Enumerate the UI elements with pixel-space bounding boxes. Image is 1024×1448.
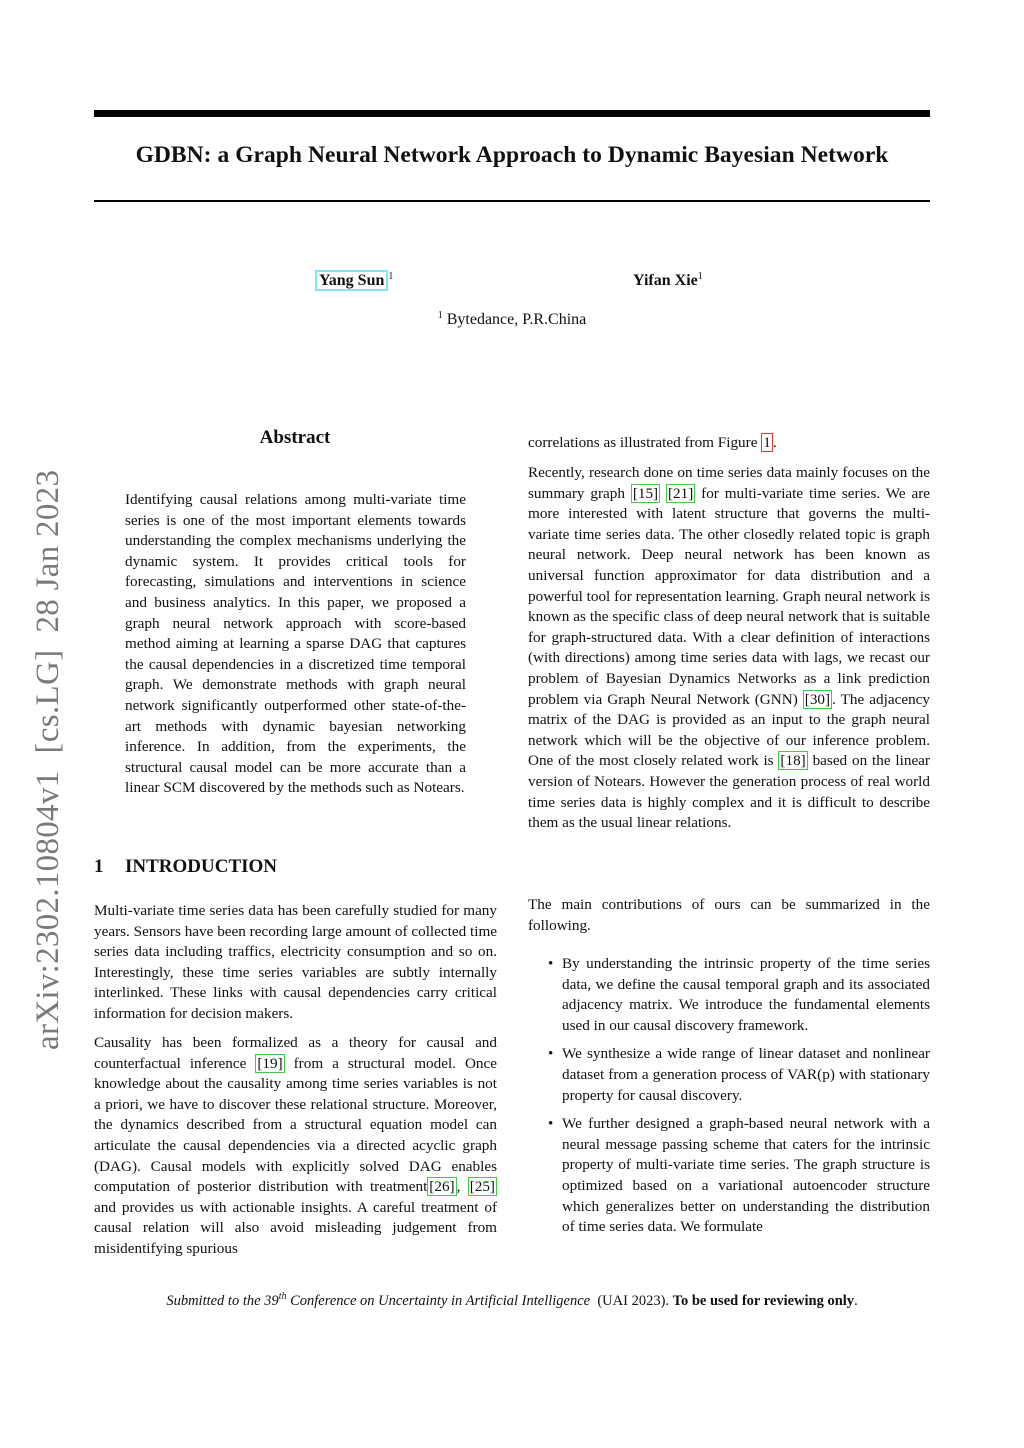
right-paragraph-1: [528, 463, 930, 834]
arxiv-stamp: [30, 470, 67, 1050]
intro-paragraph-1: [94, 901, 497, 1025]
text-run: Causality has been formalized as a theory for causal and counterfactual inference: [94, 1034, 497, 1072]
text-run: . The adjacency matrix of the DAG is provided as an input to the graph neural network which will be the objective of our inference problem. One of the most closely related work is: [528, 690, 930, 770]
bullet-icon: •: [548, 1115, 554, 1133]
bullet-icon: •: [548, 1045, 554, 1063]
footer-submitted: [166, 1293, 590, 1309]
abstract-text: Identifying causal relations among multi-variate time series is one of the most important elements towards understanding the complex mechanisms underlying the dynamic system. It provides critical tools for forecasting, simulations and interventions in science and business analytics. In this paper, we proposed a graph neural network approach with score-based method aiming at learning a sparse DAG that captures the causal dependencies in a discretized time temporal graph. We demonstrate methods with graph neural network significantly outperformed other state-of-the-art methods with dynamic bayesian networking inference. In addition, from the experiments, the structural causal model can be more accurate than a linear SCM discovered by the methods such as Notears.: [125, 491, 466, 797]
top-thick-rule: [94, 110, 930, 117]
text-run: based on the linear version of Notears. However the generation process of real world time series data is highly complex and it is difficult to describe them as the usual linear relations.: [528, 752, 930, 832]
footer-superscript: th: [278, 1291, 287, 1302]
footer-period: .: [854, 1293, 858, 1309]
text-run: and provides us with actionable insights. A careful treatment of causal relation will also avoid misleading judgement from misidentifying spurious: [94, 1198, 497, 1257]
citation-link[interactable]: [21]: [667, 484, 694, 502]
text-run: .: [772, 434, 777, 451]
contributions-list: [548, 954, 930, 1246]
page-footer: [0, 1291, 1024, 1310]
footer-pre-text: Submitted to the 39: [166, 1293, 279, 1309]
footer-conference: Conference on Uncertainty in Artificial Intelligence: [286, 1293, 591, 1309]
intro-paragraph-2: [94, 1033, 497, 1260]
figure-reference-link[interactable]: 1: [763, 434, 771, 451]
text-run: ,: [456, 1178, 468, 1196]
affiliation-mark: 1: [437, 310, 443, 321]
paper-title: GDBN: a Graph Neural Network Approach to Dynamic Bayesian Network: [135, 142, 889, 168]
author-1-name-link[interactable]: Yang Sun: [315, 270, 388, 291]
list-item-text: We further designed a graph-based neural network with a neural message passing scheme that caters for the intrinsic property of multi-variate time series. The graph structure is optimized based on a variational autoencoder structure which generalizes better on understanding the distribution of time series data. We formulate: [562, 1115, 930, 1236]
bullet-icon: •: [548, 955, 554, 972]
author-2-name: Yifan Xie: [633, 272, 698, 289]
right-paragraph-continuation: [528, 433, 930, 454]
citation-link[interactable]: [15]: [632, 484, 659, 502]
author-1-affil-mark: 1: [388, 271, 394, 282]
author-2-affil-mark: 1: [697, 271, 703, 282]
citation-link[interactable]: [25]: [469, 1178, 495, 1196]
list-item-text: By understanding the intrinsic property of the time series data, we define the causal temporal graph and its associated adjacency matrix. We introduce the fundamental elements used in our causal discovery framework.: [562, 955, 930, 1034]
footer-venue: (UAI 2023).: [597, 1293, 670, 1309]
author-2: [633, 267, 703, 291]
footer-review-note: To be used for reviewing only: [672, 1293, 855, 1309]
intro-paragraph-1-text: Multi-variate time series data has been carefully studied for many years. Sensors have been recording large amount of collected time series data including traffics, electricity consumption and so on. Interestingly, these time series variables are subtly internally interlinked. These links with causal dependencies carry critical information for decision makers.: [94, 902, 497, 1022]
affiliation-text: Bytedance, P.R.China: [446, 311, 587, 328]
affiliation: [0, 310, 1024, 329]
citation-link[interactable]: [18]: [780, 752, 806, 770]
title-bottom-rule: [94, 200, 930, 202]
abstract-heading: Abstract: [259, 427, 331, 448]
list-item: [548, 954, 930, 1036]
citation-link[interactable]: [26]: [429, 1178, 455, 1196]
section-title: INTRODUCTION: [125, 856, 278, 877]
section-heading-introduction: [94, 856, 277, 878]
list-item: [548, 1044, 930, 1106]
arxiv-stamp-text: arXiv:2302.10804v1 [cs.LG] 28 Jan 2023: [30, 469, 66, 1050]
citation-link[interactable]: [30]: [804, 690, 831, 708]
text-run: for multi-variate time series. We are more interested with latent structure that governs the multi-variate time series data. The other closedly related topic is graph neural network. Deep neural network has been known as universal function approximator for data distribution and a powerful tool for representation learning. Graph neural network is known as the specific class of deep neural network that is suitable for graph-structured data. With a clear definition of interactions (with directions) among time series data with lags, we recast our problem of Bayesian Dynamics Networks as a link prediction problem via Graph Neural Network (GNN): [528, 484, 931, 708]
section-number: 1: [94, 856, 104, 877]
contributions-intro-text: The main contributions of ours can be summarized in the following.: [528, 896, 930, 934]
text-run: Recently, research done on time series data mainly focuses on the summary graph: [528, 464, 930, 502]
list-item-text: We synthesize a wide range of linear dataset and nonlinear dataset from a generation process of VAR(p) with stationary property for causal discovery.: [562, 1045, 930, 1104]
abstract-body: [125, 490, 466, 799]
right-paragraph-contributions: [528, 895, 930, 936]
list-item: [548, 1114, 930, 1238]
text-run: correlations as illustrated from Figure: [528, 434, 762, 451]
text-run: from a structural model. Once knowledge about the causality among time series variables is not a priori, we have to discover these relational structure. Moreover, the dynamics described from a structural equation model can articulate the causal dependencies via a directed acyclic graph (DAG). Causal models with explicitly solved DAG enables computation of posterior distribution with treatment: [94, 1054, 498, 1196]
author-1: [315, 267, 393, 291]
citation-link[interactable]: [19]: [257, 1054, 283, 1072]
